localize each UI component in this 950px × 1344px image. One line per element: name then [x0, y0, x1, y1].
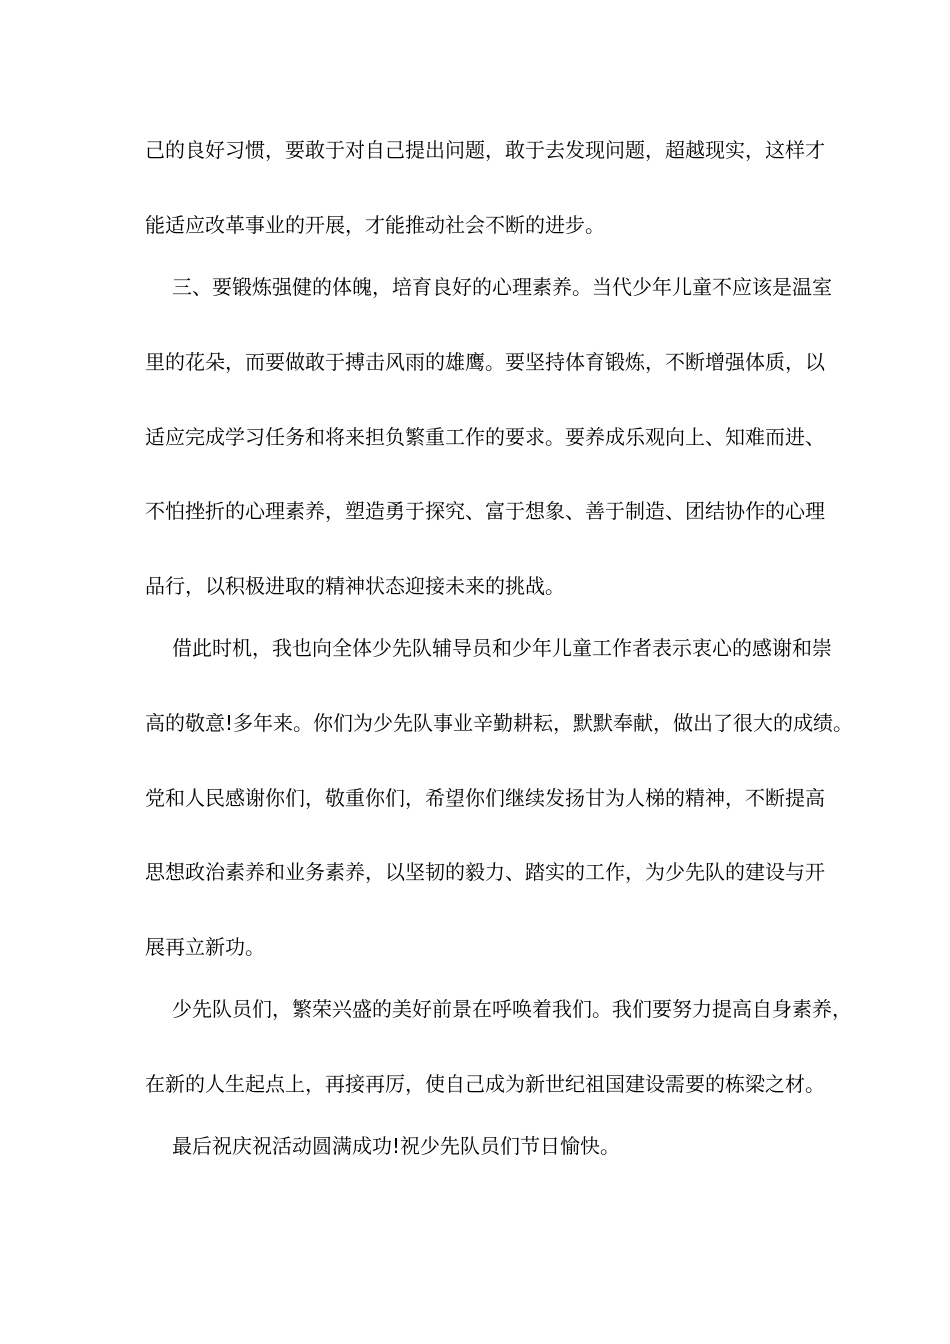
paragraph-4-line-1: 借此时机，我也向全体少先队辅导员和少年儿童工作者表示衷心的感谢和崇: [172, 636, 832, 660]
paragraph-3-line-5: 品行，以积极进取的精神状态迎接未来的挑战。: [145, 574, 565, 598]
text-line-2: 能适应改革事业的开展，才能推动社会不断的进步。: [145, 213, 605, 237]
paragraph-3-line-1: 三、要锻炼强健的体魄，培育良好的心理素养。当代少年儿童不应该是温室: [172, 275, 832, 299]
paragraph-5-line-2: 在新的人生起点上，再接再厉，使自己成为新世纪祖国建设需要的栋梁之材。: [145, 1072, 825, 1096]
text-line-1: 己的良好习惯，要敢于对自己提出问题，敢于去发现问题，超越现实，这样才: [145, 138, 825, 162]
paragraph-4-line-5: 展再立新功。: [145, 935, 265, 959]
closing-line: 最后祝庆祝活动圆满成功!祝少先队员们节日愉快。: [172, 1134, 621, 1158]
paragraph-4-line-2: 高的敬意!多年来。你们为少先队事业辛勤耕耘，默默奉献，做出了很大的成绩。: [145, 711, 854, 735]
paragraph-4-line-3: 党和人民感谢你们，敬重你们，希望你们继续发扬甘为人梯的精神，不断提高: [145, 786, 825, 810]
paragraph-3-line-2: 里的花朵，而要做敢于搏击风雨的雄鹰。要坚持体育锻炼，不断增强体质，以: [145, 350, 825, 374]
paragraph-3-line-3: 适应完成学习任务和将来担负繁重工作的要求。要养成乐观向上、知难而进、: [145, 425, 825, 449]
paragraph-5-line-1: 少先队员们，繁荣兴盛的美好前景在呼唤着我们。我们要努力提高自身素养，: [172, 997, 852, 1021]
paragraph-4-line-4: 思想政治素养和业务素养，以坚韧的毅力、踏实的工作，为少先队的建设与开: [145, 860, 825, 884]
paragraph-3-line-4: 不怕挫折的心理素养，塑造勇于探究、富于想象、善于制造、团结协作的心理: [145, 499, 825, 523]
